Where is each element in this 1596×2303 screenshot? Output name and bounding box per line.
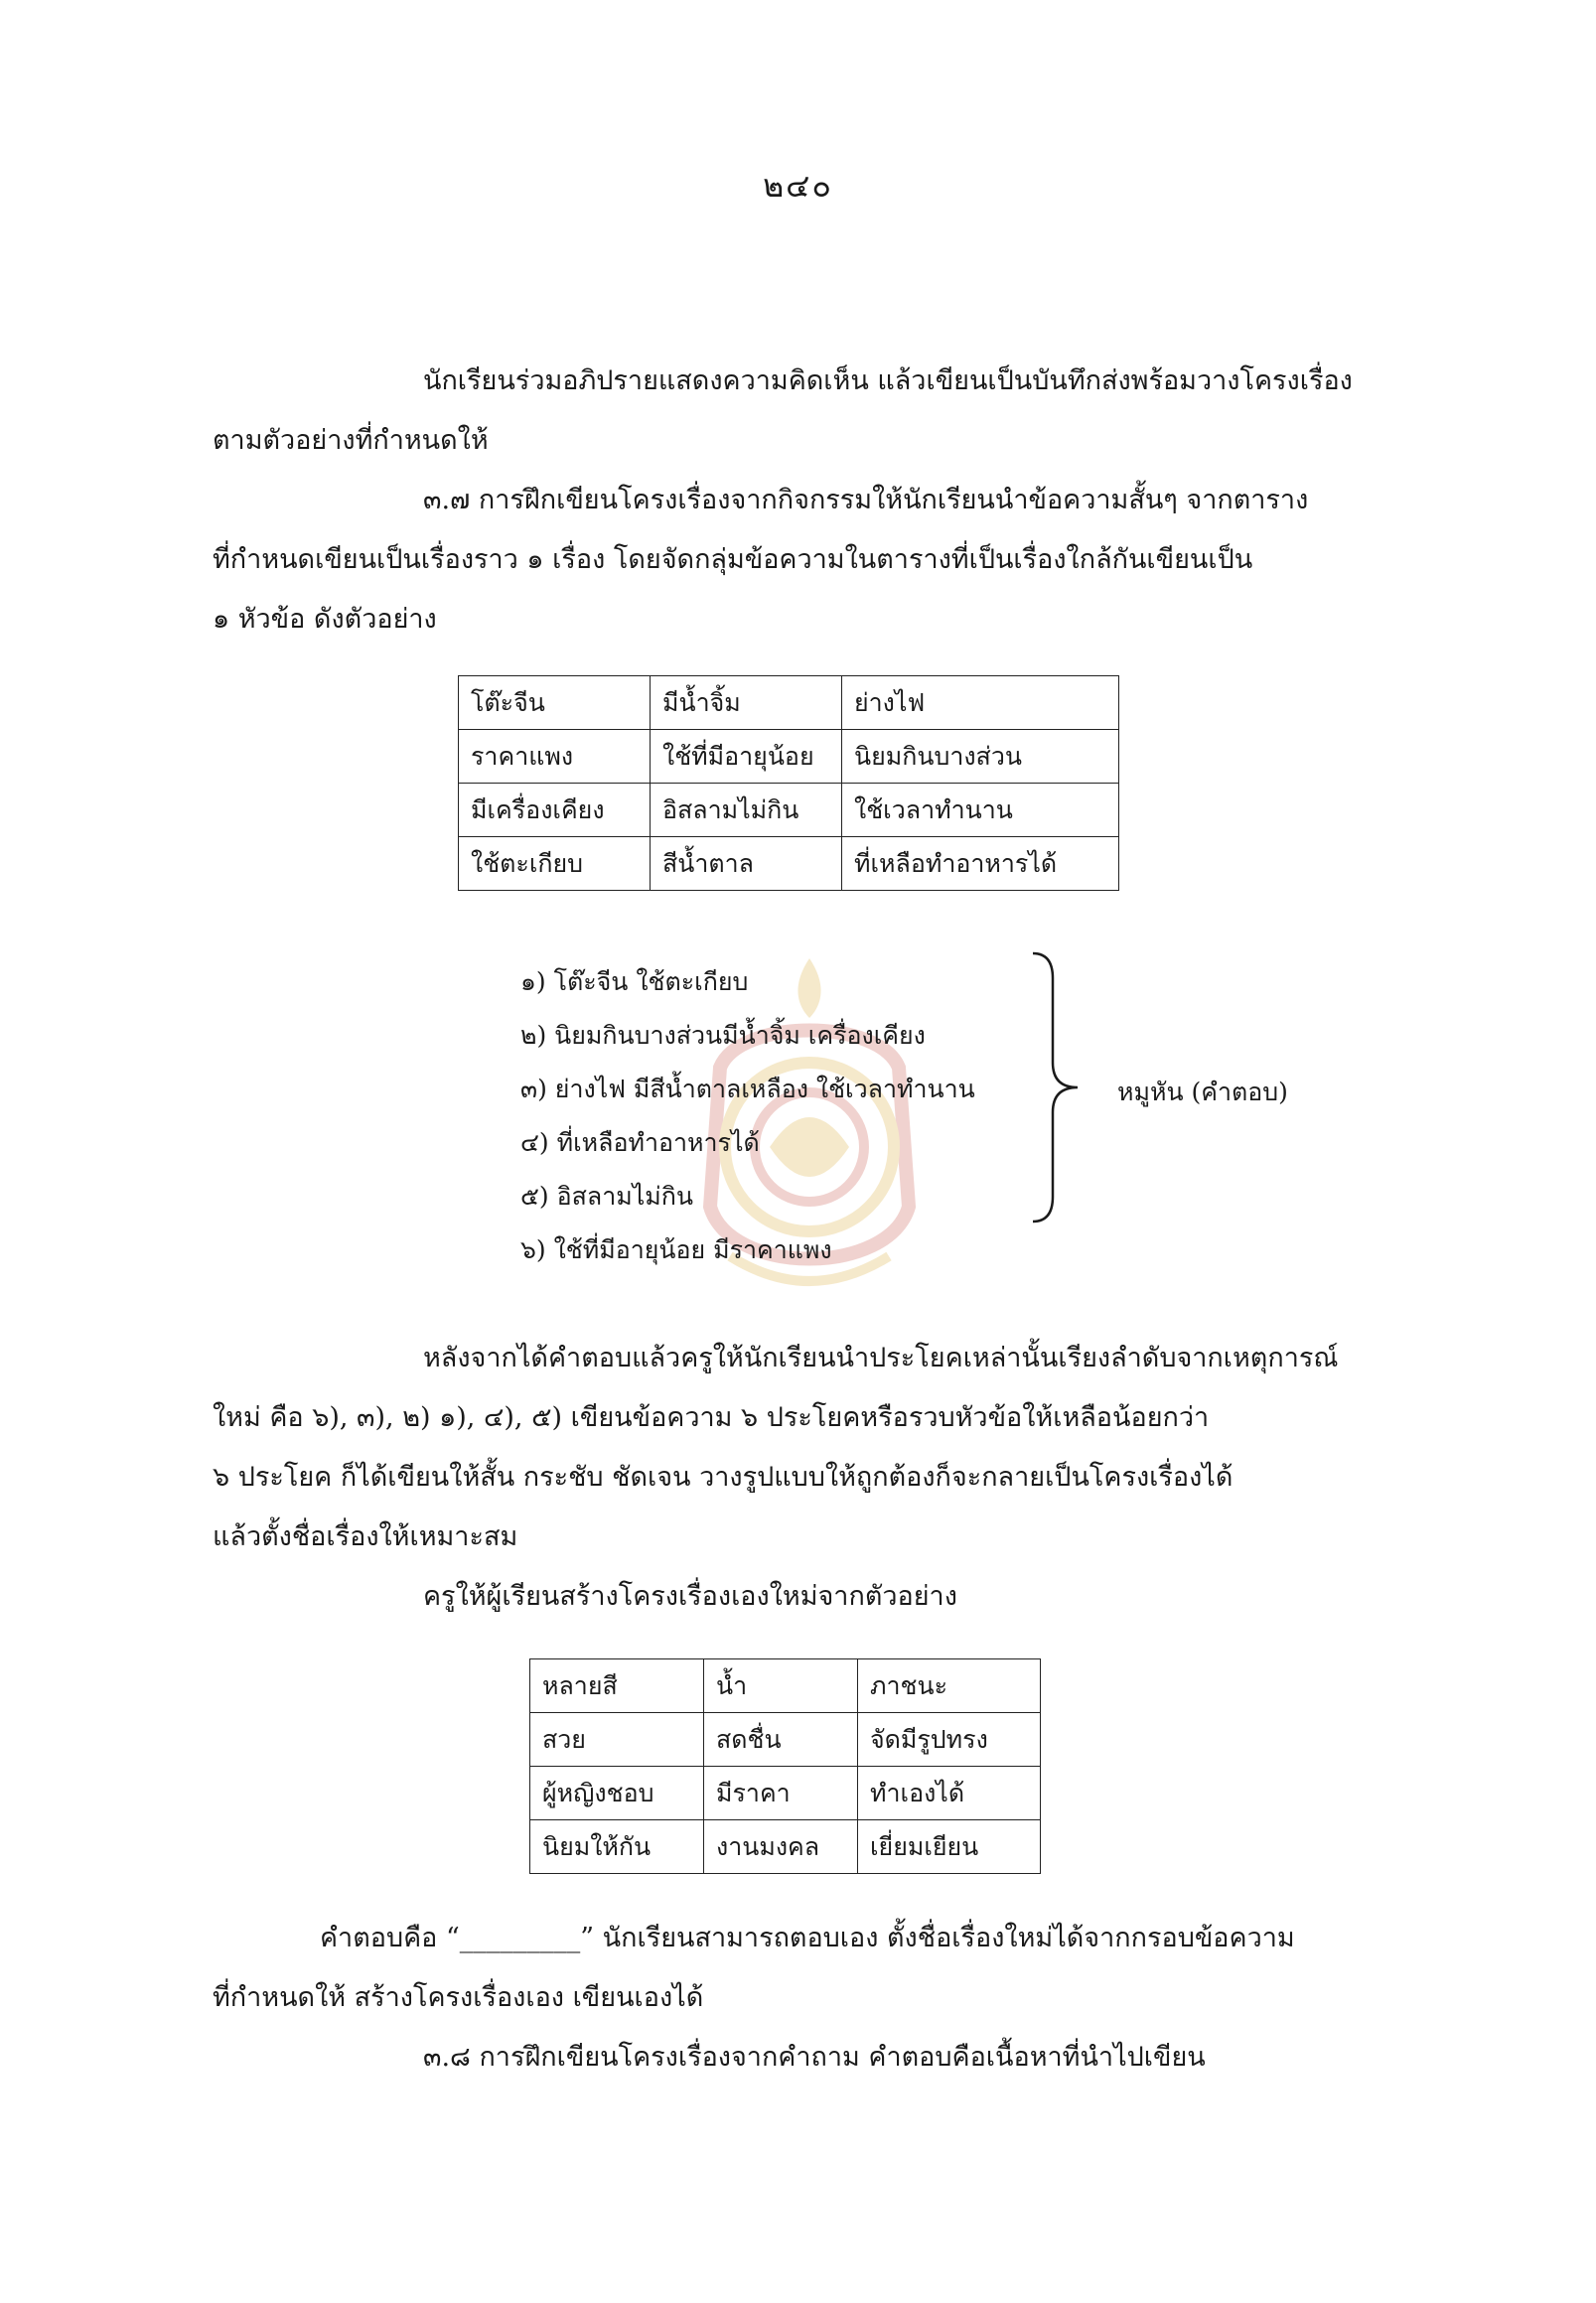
section-3-8: ๓.๘ การฝึกเขียนโครงเรื่องจากคำถาม คำตอบคือเนื้อหาที่นำไปเขียน [423, 2042, 1206, 2073]
list-item: ๕) อิสลามไม่กิน [520, 1182, 694, 1211]
table-cell: ราคาแพง [459, 730, 651, 784]
table-row [530, 1659, 1041, 1713]
practice-table [529, 1658, 1041, 1874]
list-item: ๔) ที่เหลือทำอาหารได้ [520, 1128, 760, 1157]
table-cell: น้ำ [704, 1659, 858, 1713]
table-cell: ใช้ตะเกียบ [459, 837, 651, 891]
list-item: ๒) นิยมกินบางส่วนมีน้ำจิ้ม เครื่องเคียง [520, 1021, 926, 1050]
table-row [530, 1767, 1041, 1820]
table-cell: สีน้ำตาล [651, 837, 842, 891]
list-item: ๓) ย่างไฟ มีสีน้ำตาลเหลือง ใช้เวลาทำนาน [520, 1075, 975, 1103]
table-cell: ภาชนะ [858, 1659, 1041, 1713]
grouped-list [520, 955, 975, 1277]
list-item: ๑) โต๊ะจีน ใช้ตะเกียบ [520, 967, 749, 996]
table-row [530, 1713, 1041, 1767]
table-row [530, 1820, 1041, 1874]
table-cell: นิยมกินบางส่วน [842, 730, 1119, 784]
table-cell: งานมงคล [704, 1820, 858, 1874]
table-cell: ผู้หญิงชอบ [530, 1767, 704, 1820]
section-3-7-line-2: ที่กำหนดเขียนเป็นเรื่องราว ๑ เรื่อง โดยจัดกลุ่มข้อความในตารางที่เป็นเรื่องใกล้กันเขียนเป็น [213, 544, 1253, 575]
table-cell: สวย [530, 1713, 704, 1767]
after-answer-line-1: หลังจากได้คำตอบแล้วครูให้นักเรียนนำประโยคเหล่านั้นเรียงลำดับจากเหตุการณ์ [423, 1343, 1339, 1373]
after-answer-line-4: แล้วตั้งชื่อเรื่องให้เหมาะสม [213, 1521, 518, 1552]
table-cell: ย่างไฟ [842, 676, 1119, 730]
table-row [459, 784, 1119, 837]
answer-line-1: คำตอบคือ “_________” นักเรียนสามารถตอบเอง ตั้งชื่อเรื่องใหม่ได้จากกรอบข้อความ [320, 1923, 1295, 1953]
table-cell: ใช้ที่มีอายุน้อย [651, 730, 842, 784]
intro-line-2: ตามตัวอย่างที่กำหนดให้ [213, 425, 489, 456]
after-answer-line-3: ๖ ประโยค ก็ได้เขียนให้สั้น กระชับ ชัดเจน วางรูปแบบให้ถูกต้องก็จะกลายเป็นโครงเรื่องได้ [213, 1462, 1233, 1493]
table-cell: มีราคา [704, 1767, 858, 1820]
answer-line-2: ที่กำหนดให้ สร้างโครงเรื่องเอง เขียนเองได้ [213, 1982, 704, 2013]
table-row [459, 676, 1119, 730]
table-cell: ใช้เวลาทำนาน [842, 784, 1119, 837]
page-number: ๒๔๐ [763, 167, 833, 205]
table-row [459, 837, 1119, 891]
list-item: ๖) ใช้ที่มีอายุน้อย มีราคาแพง [520, 1235, 832, 1264]
table-cell: โต๊ะจีน [459, 676, 651, 730]
teacher-instruction: ครูให้ผู้เรียนสร้างโครงเรื่องเองใหม่จากตัวอย่าง [423, 1581, 957, 1612]
table-cell: นิยมให้กัน [530, 1820, 704, 1874]
after-answer-line-2: ใหม่ คือ ๖), ๓), ๒) ๑), ๔), ๕) เขียนข้อความ ๖ ประโยคหรือรวบหัวข้อให้เหลือน้อยกว่า [213, 1402, 1210, 1433]
table-cell: ที่เหลือทำอาหารได้ [842, 837, 1119, 891]
table-cell: หลายสี [530, 1659, 704, 1713]
table-cell: สดชื่น [704, 1713, 858, 1767]
table-cell: มีน้ำจิ้ม [651, 676, 842, 730]
intro-line-1: นักเรียนร่วมอภิปรายแสดงความคิดเห็น แล้วเขียนเป็นบันทึกส่งพร้อมวางโครงเรื่อง [423, 365, 1353, 396]
table-cell: อิสลามไม่กิน [651, 784, 842, 837]
answer-label: หมูหัน (คำตอบ) [1117, 1078, 1288, 1106]
section-3-7-line-3: ๑ หัวข้อ ดังตัวอย่าง [213, 604, 437, 635]
curly-brace-icon [1028, 948, 1088, 1226]
table-row [459, 730, 1119, 784]
section-3-7-line-1: ๓.๗ การฝึกเขียนโครงเรื่องจากกิจกรรมให้นักเรียนนำข้อความสั้นๆ จากตาราง [423, 485, 1309, 515]
table-cell: ทำเองได้ [858, 1767, 1041, 1820]
table-cell: มีเครื่องเคียง [459, 784, 651, 837]
table-cell: จัดมีรูปทรง [858, 1713, 1041, 1767]
table-cell: เยี่ยมเยียน [858, 1820, 1041, 1874]
example-table [458, 675, 1119, 891]
